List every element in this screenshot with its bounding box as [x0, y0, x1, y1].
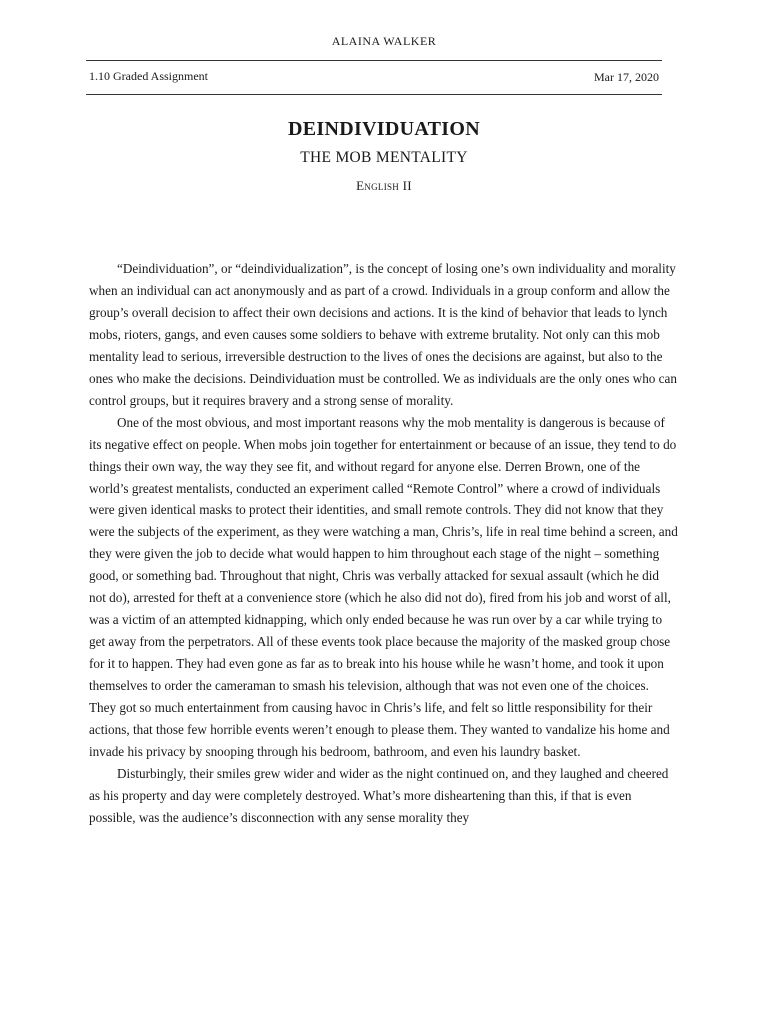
header-bottom-rule	[86, 94, 662, 95]
paragraph: “Deindividuation”, or “deindividualization”, is the concept of losing one’s own individuality and morality when an individual can act anonymously and as part of a crowd. Individuals in a group conform and allow the group’s overall decision to affect their own decisions and actions. It is the kind of behavior that leads to lynch mobs, rioters, gangs, and even causes some soldiers to behave with extreme brutality. Not only can this mob mentality lead to serious, irreversible destruction to the lives of ones the decisions are against, but also to the ones who make the decisions. Deindividuation must be controlled. We as individuals are the only ones who can control groups, but it requires bravery and a strong sense of morality.	[89, 261, 677, 408]
assignment-date: Mar 17, 2020	[594, 70, 659, 84]
essay-body	[89, 258, 679, 829]
assignment-label: 1.10 Graded Assignment	[89, 69, 208, 83]
header-top-rule	[86, 60, 662, 61]
author-name: ALAINA WALKER	[331, 34, 437, 48]
paragraph: Disturbingly, their smiles grew wider and wider as the night continued on, and they laughed and cheered as his property and day were completely destroyed. What’s more disheartening than this, if that is even possible, was the audience’s disconnection with any sense morality they	[89, 765, 669, 825]
course-name: English II	[356, 178, 412, 193]
document-title: DEINDIVIDUATION	[288, 118, 480, 140]
document-subtitle: THE MOB MENTALITY	[300, 149, 468, 166]
paragraph: One of the most obvious, and most important reasons why the mob mentality is dangerous is because of its negative effect on people. When mobs join together for entertainment or because of an issue, they tend to do things their own way, the way they see fit, and without regard for anyone else. Derren Brown, one of the world’s greatest mentalists, conducted an experiment called “Remote Control” where a crowd of individuals were given identical masks to protect their identities, and small remote controls. They did not know that they were the subjects of the experiment, as they were watching a man, Chris’s, life in real time behind a screen, and they were given the job to decide what would happen to him throughout each stage of the night – something good, or something bad. Throughout that night, Chris was verbally attacked for sexual assault (which he did not do), arrested for theft at a convenience store (which he also did not do), fired from his job and worst of all, was a victim of an attempted kidnapping, which only ended because he was run over by a car while trying to get away from the perpetrators. All of these events took place because the majority of the masked group chose for it to happen. They had even gone as far as to break into his house while he wasn’t home, and took it upon themselves to order the cameraman to smash his television, although that was not even one of the choices. They got so much entertainment from causing havoc in Chris’s life, and felt so little responsibility for their actions, that those few horrible events weren’t enough to please them. They wanted to vandalize his home and invade his privacy by snooping through his bedroom, bathroom, and even his laundry basket.	[89, 414, 678, 759]
